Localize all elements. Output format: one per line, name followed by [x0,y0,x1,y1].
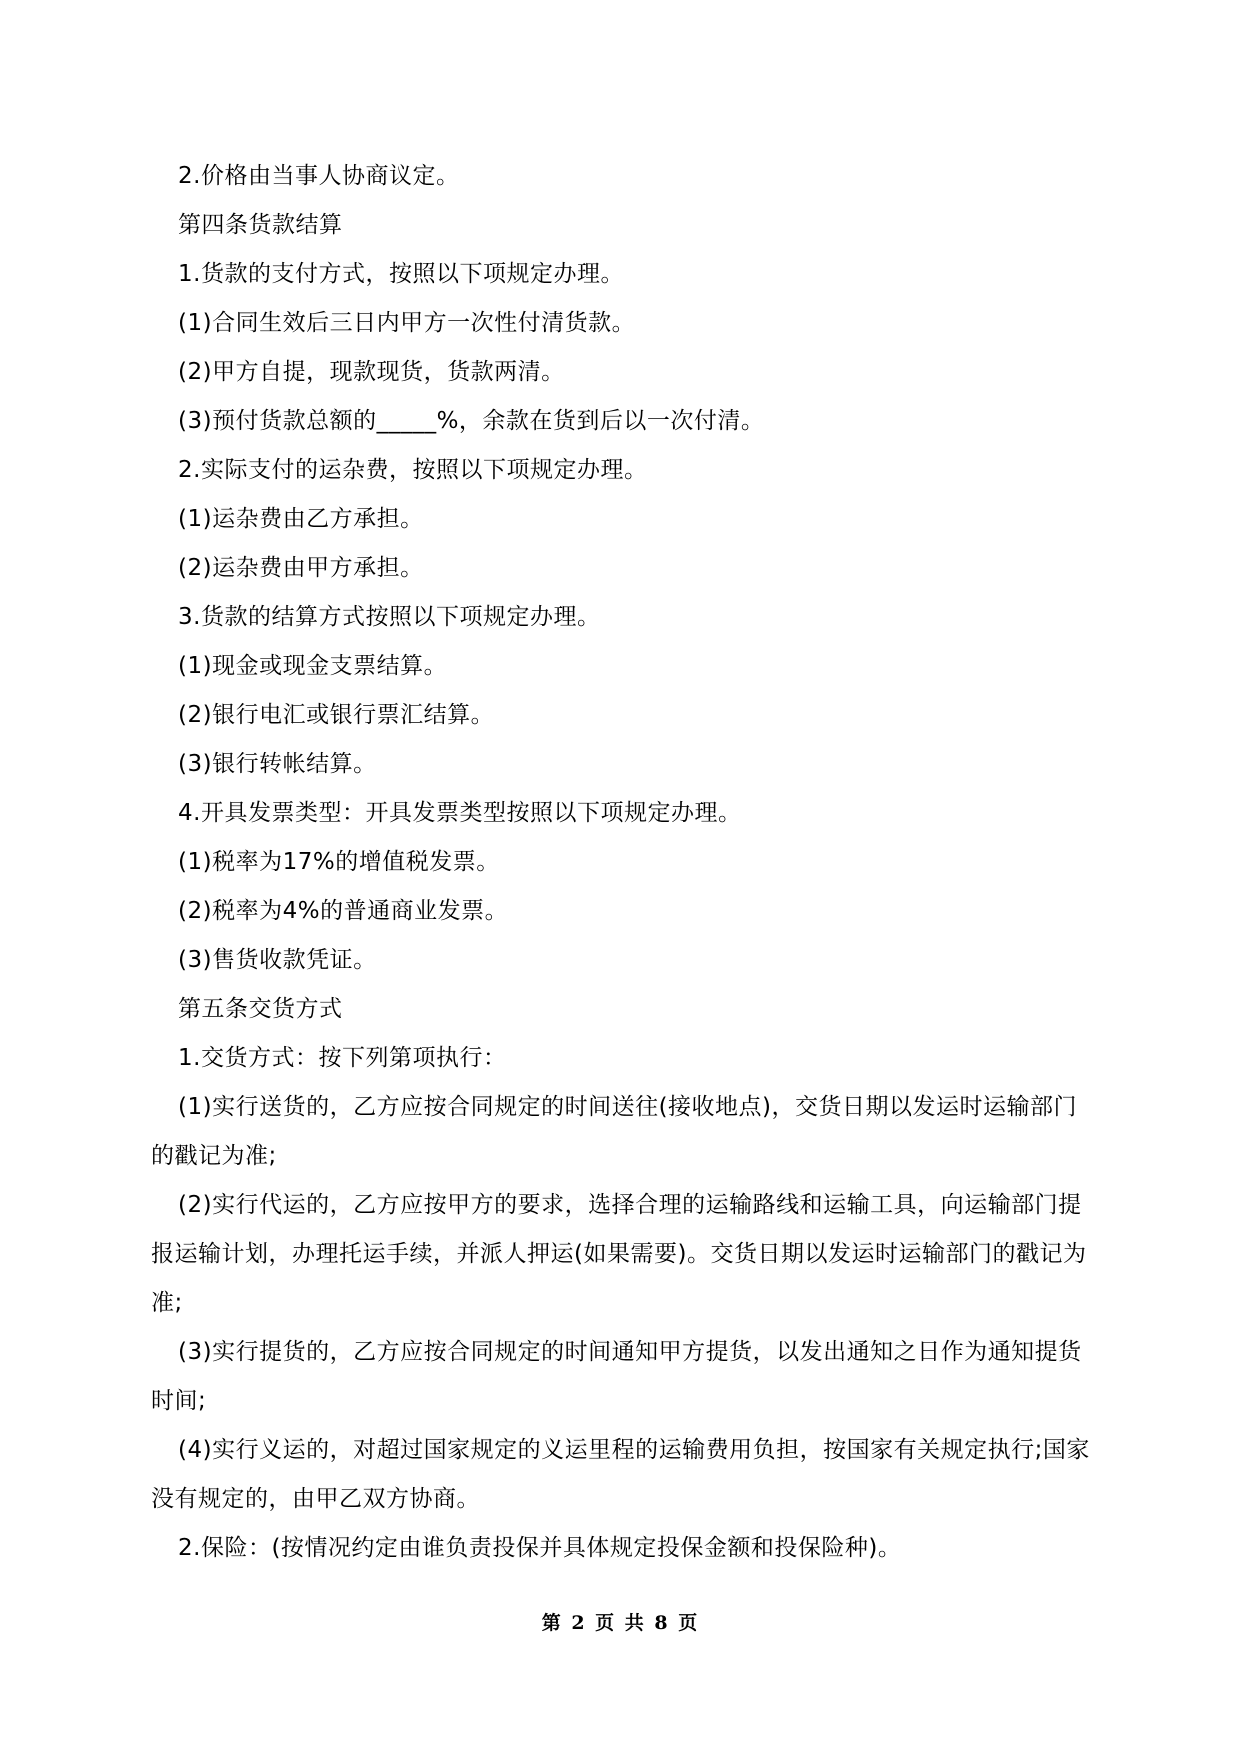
section-heading: 第五条交货方式 [178,996,343,1022]
paragraph: 1.货款的支付方式，按照以下项规定办理。 [178,261,624,287]
paragraph: (3)预付货款总额的_____%，余款在货到后以一次付清。 [178,408,765,434]
section-heading: 第四条货款结算 [178,212,343,238]
page-number: 第 2 页 共 8 页 [541,1612,700,1634]
document-body [151,152,1091,1573]
paragraph: 4.开具发票类型：开具发票类型按照以下项规定办理。 [178,800,742,826]
paragraph: (2)实行代运的，乙方应按甲方的要求，选择合理的运输路线和运输工具，向运输部门提报运输计划，办理托运手续，并派人押运(如果需要)。交货日期以发运时运输部门的戳记为准; [151,1192,1087,1316]
paragraph: (1)运杂费由乙方承担。 [178,506,424,532]
paragraph: (2)银行电汇或银行票汇结算。 [178,702,495,728]
paragraph: (1)合同生效后三日内甲方一次性付清货款。 [178,310,636,336]
paragraph: (4)实行义运的，对超过国家规定的义运里程的运输费用负担，按国家有关规定执行;国家没有规定的，由甲乙双方协商。 [151,1437,1090,1512]
paragraph: 3.货款的结算方式按照以下项规定办理。 [178,604,601,630]
paragraph: (2)运杂费由甲方承担。 [178,555,424,581]
paragraph: 1.交货方式：按下列第项执行： [178,1045,507,1071]
paragraph: (1)税率为17%的增值税发票。 [178,849,500,875]
paragraph: (1)现金或现金支票结算。 [178,653,448,679]
paragraph: 2.实际支付的运杂费，按照以下项规定办理。 [178,457,648,483]
paragraph: (3)售货收款凭证。 [178,947,377,973]
paragraph: (3)实行提货的，乙方应按合同规定的时间通知甲方提货，以发出通知之日作为通知提货时间; [151,1339,1082,1414]
paragraph: 2.保险：(按情况约定由谁负责投保并具体规定投保金额和投保险种)。 [178,1535,902,1561]
paragraph: (3)银行转帐结算。 [178,751,377,777]
paragraph: 2.价格由当事人协商议定。 [178,163,460,189]
paragraph: (2)税率为4%的普通商业发票。 [178,898,509,924]
paragraph: (1)实行送货的，乙方应按合同规定的时间送往(接收地点)，交货日期以发运时运输部门的戳记为准; [151,1094,1078,1169]
paragraph: (2)甲方自提，现款现货，货款两清。 [178,359,565,385]
